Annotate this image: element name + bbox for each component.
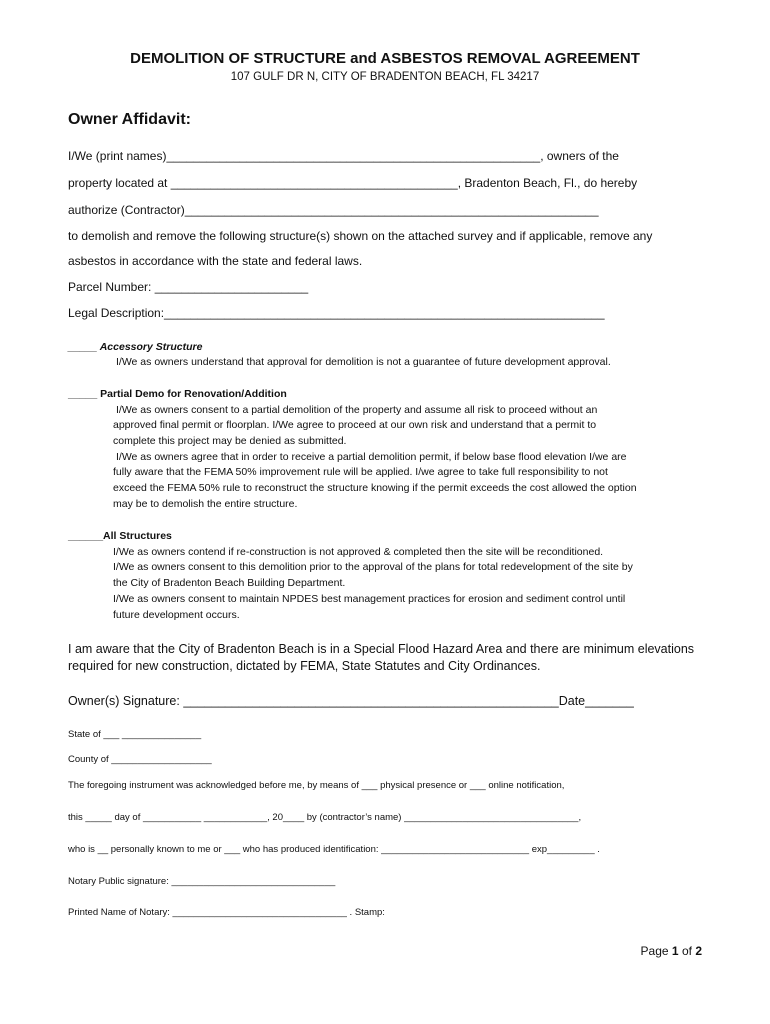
notary-state-line: State of ___ _______________: [68, 729, 202, 740]
option-text-line: I/We as owners agree that in order to receive a partial demolition permit, if below base flood elevation I/we are: [116, 451, 627, 463]
option-text-line: I/We as owners consent to maintain NPDES best management practices for erosion and sediment control until: [113, 593, 626, 605]
page-total: 2: [695, 944, 702, 958]
page-number: 1: [671, 944, 679, 958]
asbestos-statement-line: asbestos in accordance with the state and federal laws.: [68, 254, 363, 268]
document-title: DEMOLITION OF STRUCTURE and ASBESTOS REMOVAL AGREEMENT: [130, 50, 640, 67]
option-text-line: approved final permit or floorplan. I/We agree to proceed at our own risk and understand that a permit to: [113, 419, 597, 431]
all-structures-option: ______All Structures: [68, 530, 172, 542]
option-text-line: I/We as owners consent to this demolition prior to the approval of the plans for total redevelopment of the site by: [113, 561, 633, 573]
flood-notice-line: I am aware that the City of Bradenton Beach is in a Special Flood Hazard Area and there are minimum elevations: [68, 642, 695, 656]
demolish-statement-line: to demolish and remove the following structure(s) shown on the attached survey and if applicable, remove any: [68, 229, 653, 243]
property-location-line: property located at ___________________________________________, Bradenton Beach, Fl., do hereby: [68, 176, 638, 190]
option-text-line: fully aware that the FEMA 50% improvement rule will be applied. I/we agree to take full responsibility to not: [113, 466, 608, 478]
notary-date-line: this _____ day of ___________ ____________, 20____ by (contractor’s name) _________________________________,: [68, 812, 582, 823]
page-word: Page: [640, 944, 669, 958]
option-text-line: complete this project may be denied as submitted.: [113, 435, 347, 447]
partial-demo-option: _____ Partial Demo for Renovation/Addition: [68, 388, 287, 400]
option-text-line: I/We as owners understand that approval for demolition is not a guarantee of future development approval.: [116, 356, 611, 368]
owner-affidavit-heading: Owner Affidavit:: [68, 111, 191, 128]
owner-signature-line: Owner(s) Signature: ______________________________________________________Date_______: [68, 694, 634, 708]
option-text-line: exceed the FEMA 50% rule to reconstruct the structure knowing if the permit exceeds the cost allowed the option: [113, 482, 637, 494]
notary-printed-name-line: Printed Name of Notary: _________________________________ . Stamp:: [68, 907, 385, 918]
property-address: 107 GULF DR N, CITY OF BRADENTON BEACH, FL 34217: [230, 71, 540, 83]
print-names-line: I/We (print names)________________________________________________________, owners of the: [68, 149, 619, 163]
page-indicator: [641, 944, 702, 958]
option-text-line: may be to demolish the entire structure.: [113, 498, 298, 510]
accessory-structure-option: _____ Accessory Structure: [68, 341, 203, 353]
option-text-line: the City of Bradenton Beach Building Department.: [113, 577, 346, 589]
option-text-line: future development occurs.: [113, 609, 240, 621]
of-word: of: [681, 944, 692, 958]
contractor-line: authorize (Contractor)______________________________________________________________: [68, 203, 599, 217]
legal-description-line: Legal Description:__________________________________________________________________: [68, 306, 605, 320]
notary-signature-line: Notary Public signature: _______________________________: [68, 876, 336, 887]
notary-foregoing-line: The foregoing instrument was acknowledged before me, by means of ___ physical presence or ___ online notification,: [68, 780, 565, 791]
notary-county-line: County of ___________________: [68, 754, 212, 765]
notary-identification-line: who is __ personally known to me or ___ who has produced identification: ____________________________ exp_________ .: [68, 844, 600, 855]
option-text-line: I/We as owners consent to a partial demolition of the property and assume all risk to proceed without an: [116, 404, 598, 416]
option-text-line: I/We as owners contend if re-construction is not approved & completed then the site will be reconditioned.: [113, 546, 604, 558]
parcel-number-line: Parcel Number: _______________________: [68, 280, 309, 294]
flood-notice-line: required for new construction, dictated by FEMA, State Statutes and City Ordinances.: [68, 659, 541, 673]
